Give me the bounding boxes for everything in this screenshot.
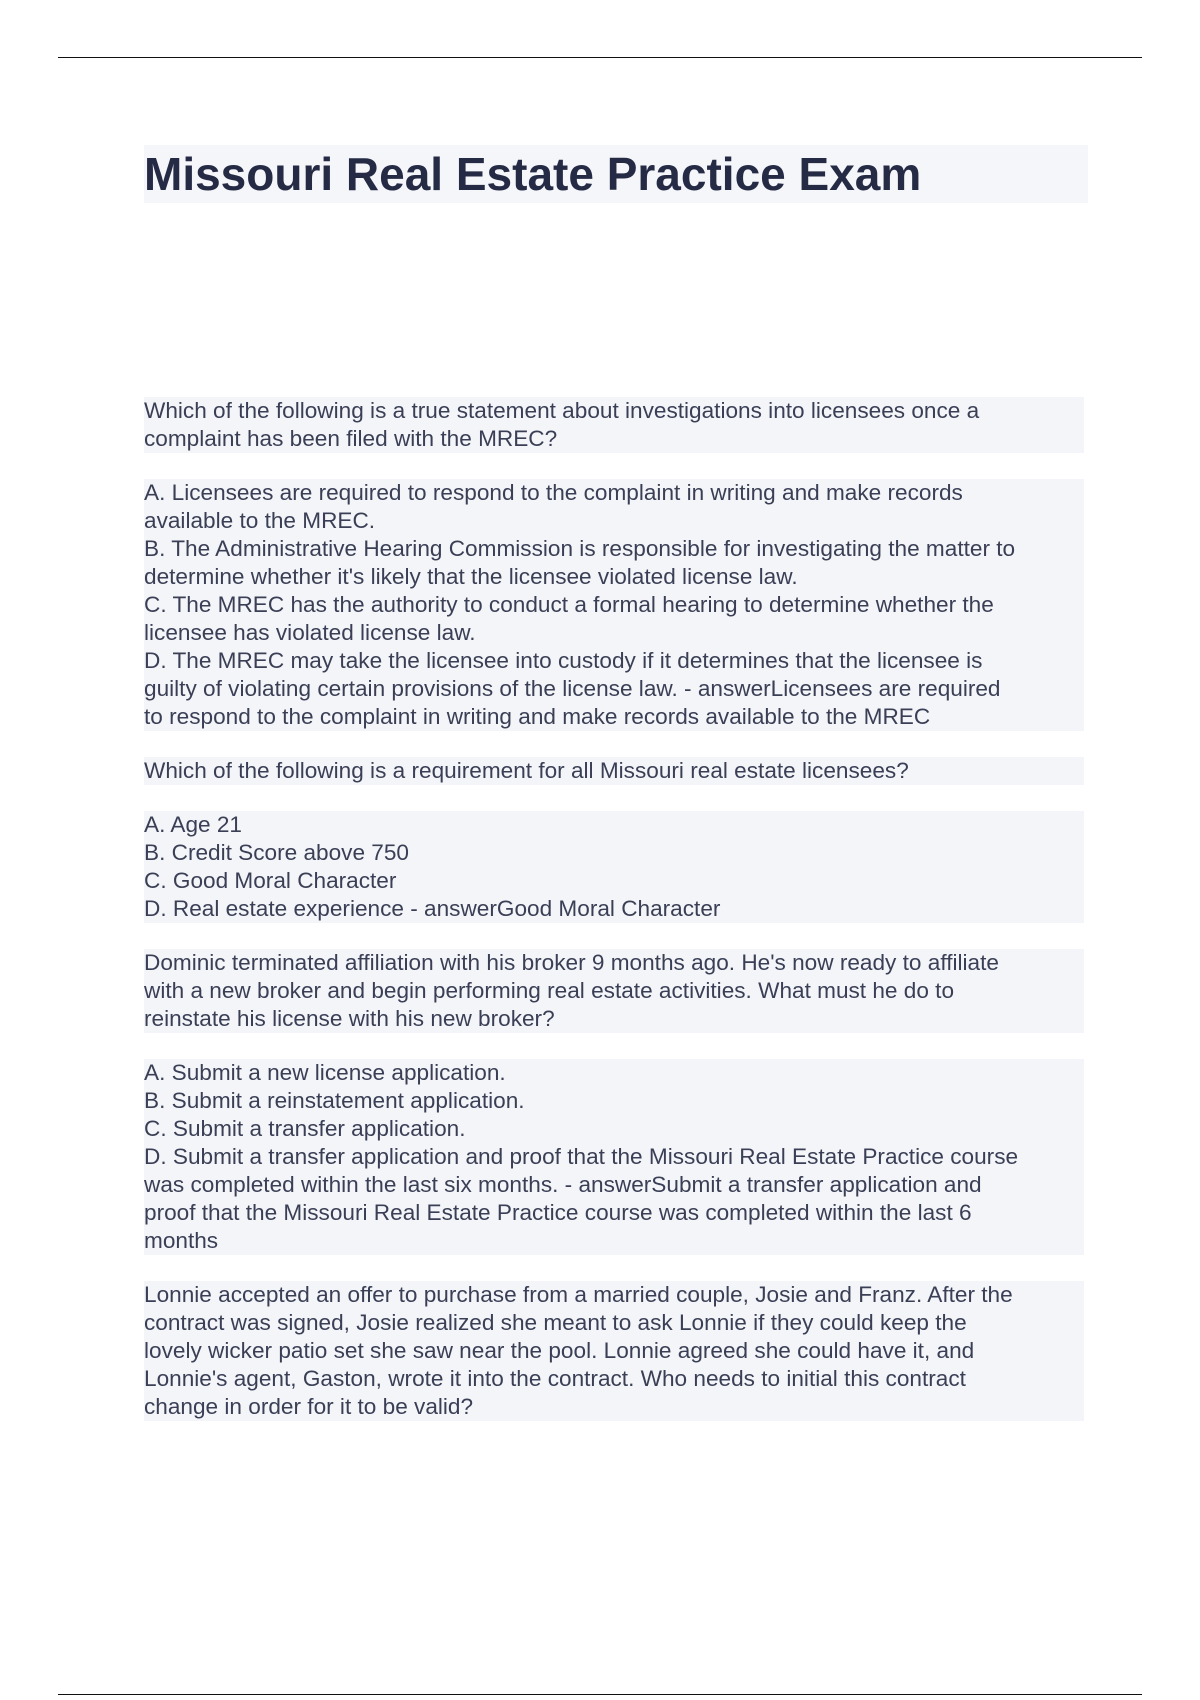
exam-content xyxy=(144,397,1084,1447)
question-line: Lonnie accepted an offer to purchase from a married couple, Josie and Franz. After the xyxy=(144,1281,1084,1309)
question-4 xyxy=(144,1281,1084,1421)
bottom-rule xyxy=(58,1694,1142,1695)
option-line: C. Good Moral Character xyxy=(144,867,1084,895)
question-line: Dominic terminated affiliation with his broker 9 months ago. He's now ready to affiliate xyxy=(144,949,1084,977)
answer-line: was completed within the last six months. - answerSubmit a transfer application and xyxy=(144,1171,1084,1199)
question-line: lovely wicker patio set she saw near the pool. Lonnie agreed she could have it, and xyxy=(144,1337,1084,1365)
option-line: C. Submit a transfer application. xyxy=(144,1115,1084,1143)
question-line: Which of the following is a true statement about investigations into licensees once a xyxy=(144,397,1084,425)
option-line: available to the MREC. xyxy=(144,507,1084,535)
top-rule xyxy=(58,57,1142,58)
question-1 xyxy=(144,397,1084,453)
option-line: B. Submit a reinstatement application. xyxy=(144,1087,1084,1115)
option-line: B. Credit Score above 750 xyxy=(144,839,1084,867)
option-line: D. The MREC may take the licensee into custody if it determines that the licensee is xyxy=(144,647,1084,675)
question-line: Lonnie's agent, Gaston, wrote it into the contract. Who needs to initial this contract xyxy=(144,1365,1084,1393)
question-1-options xyxy=(144,479,1084,731)
question-2-options xyxy=(144,811,1084,923)
option-line: licensee has violated license law. xyxy=(144,619,1084,647)
question-3 xyxy=(144,949,1084,1033)
question-line: change in order for it to be valid? xyxy=(144,1393,1084,1421)
question-2 xyxy=(144,757,1084,785)
question-line: contract was signed, Josie realized she meant to ask Lonnie if they could keep the xyxy=(144,1309,1084,1337)
question-line: Which of the following is a requirement for all Missouri real estate licensees? xyxy=(144,757,1084,785)
option-line: guilty of violating certain provisions of the license law. - answerLicensees are required xyxy=(144,675,1084,703)
option-line: C. The MREC has the authority to conduct a formal hearing to determine whether the xyxy=(144,591,1084,619)
option-line: B. The Administrative Hearing Commission is responsible for investigating the matter to xyxy=(144,535,1084,563)
question-line: with a new broker and begin performing real estate activities. What must he do to xyxy=(144,977,1084,1005)
question-line: reinstate his license with his new broker? xyxy=(144,1005,1084,1033)
option-line: A. Submit a new license application. xyxy=(144,1059,1084,1087)
option-line: A. Age 21 xyxy=(144,811,1084,839)
page-title: Missouri Real Estate Practice Exam xyxy=(144,145,1088,203)
option-line: D. Submit a transfer application and proof that the Missouri Real Estate Practice course xyxy=(144,1143,1084,1171)
answer-line: proof that the Missouri Real Estate Practice course was completed within the last 6 xyxy=(144,1199,1084,1227)
option-line: A. Licensees are required to respond to the complaint in writing and make records xyxy=(144,479,1084,507)
answer-line: to respond to the complaint in writing and make records available to the MREC xyxy=(144,703,1084,731)
answer-line: months xyxy=(144,1227,1084,1255)
option-line: determine whether it's likely that the licensee violated license law. xyxy=(144,563,1084,591)
question-line: complaint has been filed with the MREC? xyxy=(144,425,1084,453)
question-3-options xyxy=(144,1059,1084,1255)
answer-line: D. Real estate experience - answerGood Moral Character xyxy=(144,895,1084,923)
